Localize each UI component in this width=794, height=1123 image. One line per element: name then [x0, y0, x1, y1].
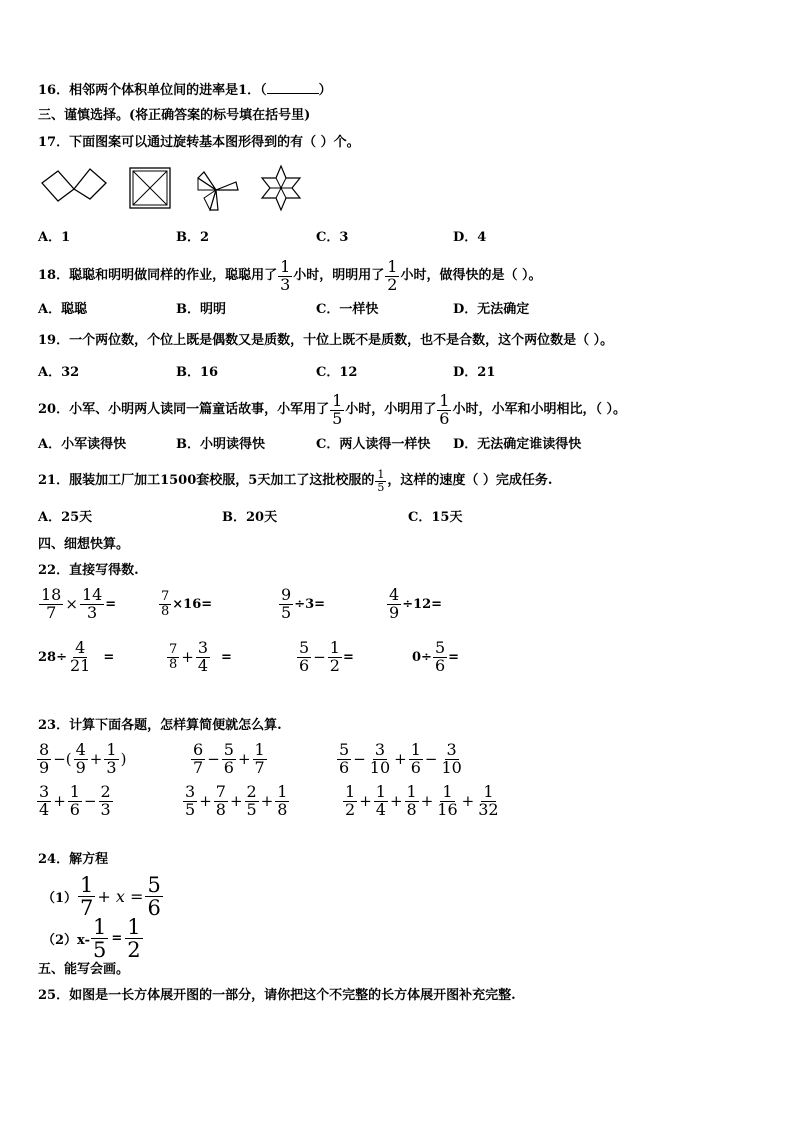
- q17-option-b: B．2: [176, 230, 210, 245]
- q22-expr-5: 28÷ $\frac{4}{21}$ =: [38, 638, 115, 675]
- fraction: $\frac{5}{6}$: [339, 740, 350, 777]
- q23-expr-4: $\frac{3}{4}$ + $\frac{1}{6}$ − $\frac{2}{3}$: [39, 782, 111, 819]
- q20-option-b: B．小明读得快: [176, 437, 265, 452]
- question-25: 25．如图是一长方体展开图的一部分，请你把这个不完整的长方体展开图补充完整.: [38, 988, 516, 1003]
- question-16: 16．相邻两个体积单位间的进率是1．（ ）: [38, 83, 332, 98]
- section-5-heading: 五、能写会画。: [38, 962, 130, 977]
- fraction: $\frac{1}{2}$: [329, 638, 340, 675]
- fraction: $\frac{5}{6}$: [147, 873, 161, 921]
- fraction: $\frac{6}{7}$: [193, 740, 204, 777]
- fraction: $\frac{3}{4}$: [39, 782, 50, 819]
- q23-expr-2: $\frac{6}{7}$ − $\frac{5}{6}$ + $\frac{1}{7}$: [193, 740, 265, 777]
- q18-option-a: A．聪聪: [38, 302, 88, 317]
- q22-expr-6: $\frac{7}{8}$ + $\frac{3}{4}$ =: [169, 638, 232, 675]
- fig-two-squares-icon: [40, 165, 108, 207]
- fraction: $\frac{1}{6}$: [69, 782, 80, 819]
- fraction: $\frac{3}{5}$: [185, 782, 196, 819]
- fraction: $\frac{1}{7}$: [80, 873, 94, 921]
- q21-option-c: C．15天: [408, 510, 463, 525]
- q20-option-a: A．小军读得快: [38, 437, 127, 452]
- section-3-heading: 三、谨慎选择。(将正确答案的标号填在括号里): [38, 108, 311, 123]
- q23-expr-6: $\frac{1}{2}$ + $\frac{1}{4}$ + $\frac{1}{8}$ + $\frac{1}{16}$ + $\frac{1}{32}$: [345, 782, 499, 819]
- fraction: $\frac{9}{5}$: [281, 585, 292, 622]
- fraction: $\frac{1}{6}$: [439, 390, 450, 428]
- q24-equation-1: （1） $\frac{1}{7}$ + x = $\frac{5}{6}$: [42, 873, 161, 921]
- fig-star-icon: [258, 164, 304, 212]
- fraction: $\frac{5}{6}$: [434, 638, 446, 675]
- q17-option-a: A．1: [38, 230, 71, 245]
- fig-square-x-icon: [128, 166, 172, 210]
- fraction: $\frac{7}{8}$: [169, 642, 178, 672]
- fraction: $\frac{1}{3}$: [280, 256, 291, 294]
- q19-option-c: C．12: [316, 365, 358, 380]
- fraction: $\frac{1}{5}$: [332, 390, 343, 428]
- fraction: $\frac{8}{9}$: [39, 740, 50, 777]
- question-22: 22．直接写得数.: [38, 563, 139, 578]
- fraction: $\frac{5}{6}$: [299, 638, 310, 675]
- question-24: 24．解方程: [38, 852, 109, 867]
- fraction: $\frac{1}{2}$: [387, 256, 398, 294]
- q20-option-d: D．无法确定谁读得快: [453, 437, 582, 452]
- fraction: $\frac{18}{7}$: [41, 585, 62, 622]
- fraction: $\frac{7}{8}$: [161, 589, 170, 619]
- q19-option-b: B．16: [176, 365, 219, 380]
- fraction: $\frac{1}{3}$: [106, 740, 117, 777]
- q22-expr-3: $\frac{9}{5}$ ÷3=: [281, 585, 326, 622]
- fraction: $\frac{1}{16}$: [437, 782, 458, 819]
- q21-option-b: B．20天: [222, 510, 278, 525]
- q18-option-c: C．一样快: [316, 302, 379, 317]
- question-23: 23．计算下面各题，怎样算简便就怎么算.: [38, 718, 282, 733]
- q19-option-d: D．21: [453, 365, 496, 380]
- fraction: $\frac{1}{4}$: [375, 782, 386, 819]
- question-21: 21．服装加工厂加工1500套校服，5天加工了这批校服的 $\frac{1}{5}$ ，这样的速度（ ）完成任务.: [38, 467, 553, 494]
- q23-expr-3: $\frac{5}{6}$ − $\frac{3}{10}$ + $\frac{1}{6}$ − $\frac{3}{10}$: [339, 740, 462, 777]
- question-20: 20．小军、小明两人读同一篇童话故事，小军用了 $\frac{1}{5}$ 小时，小明用了 $\frac{1}{6}$ 小时，小军和小明相比，（ ）。: [38, 390, 627, 428]
- question-19: 19．一个两位数，个位上既是偶数又是质数，十位上既不是质数，也不是合数，这个两位数是（ ）。: [38, 333, 614, 348]
- q18-option-b: B．明明: [176, 302, 226, 317]
- q20-option-c: C．两人读得一样快: [316, 437, 431, 452]
- fraction: $\frac{1}{32}$: [478, 782, 499, 819]
- fraction: $\frac{4}{9}$: [389, 585, 400, 622]
- fraction: $\frac{2}{3}$: [100, 782, 111, 819]
- fraction: $\frac{1}{5}$: [92, 915, 107, 963]
- q22-expr-1: $\frac{18}{7}$ × $\frac{14}{3}$ =: [41, 585, 117, 622]
- fraction: $\frac{5}{6}$: [223, 740, 234, 777]
- fraction: $\frac{1}{6}$: [410, 740, 421, 777]
- q22-expr-8: 0÷ $\frac{5}{6}$ =: [412, 638, 460, 675]
- fraction: $\frac{3}{4}$: [197, 638, 209, 675]
- q19-option-a: A．32: [38, 365, 80, 380]
- q21-option-a: A．25天: [38, 510, 93, 525]
- fraction: $\frac{3}{10}$: [441, 740, 462, 777]
- fraction: $\frac{3}{10}$: [369, 740, 391, 777]
- q23-expr-5: $\frac{3}{5}$ + $\frac{7}{8}$ + $\frac{2}{5}$ + $\frac{1}{8}$: [185, 782, 288, 819]
- q17-option-d: D．4: [453, 230, 487, 245]
- fraction: $\frac{14}{3}$: [81, 585, 103, 622]
- fraction: $\frac{1}{5}$: [377, 467, 385, 494]
- fraction: $\frac{7}{8}$: [215, 782, 226, 819]
- fig-pinwheel-icon: [192, 168, 244, 214]
- fraction: $\frac{1}{2}$: [127, 915, 141, 963]
- fraction: $\frac{4}{9}$: [75, 740, 86, 777]
- answer-blank: [267, 82, 319, 94]
- fraction: $\frac{2}{5}$: [246, 782, 257, 819]
- q23-expr-1: $\frac{8}{9}$ −( $\frac{4}{9}$ + $\frac{1}{3}$ ): [39, 740, 127, 777]
- section-4-heading: 四、细想快算。: [38, 537, 130, 552]
- fraction: $\frac{1}{8}$: [277, 782, 288, 819]
- fraction: $\frac{1}{8}$: [406, 782, 417, 819]
- q22-expr-2: $\frac{7}{8}$ ×16=: [161, 589, 213, 619]
- q22-expr-7: $\frac{5}{6}$ − $\frac{1}{2}$ =: [299, 638, 354, 675]
- q18-option-d: D．无法确定: [453, 302, 530, 317]
- fraction: $\frac{1}{7}$: [254, 740, 265, 777]
- q24-equation-2: （2）x- $\frac{1}{5}$ = $\frac{1}{2}$: [42, 915, 141, 963]
- q17-option-c: C．3: [316, 230, 349, 245]
- question-18: 18．聪聪和明明做同样的作业，聪聪用了 $\frac{1}{3}$ 小时，明明用了 $\frac{1}{2}$ 小时，做得快的是（ ）。: [38, 256, 542, 294]
- fraction: $\frac{1}{2}$: [345, 782, 356, 819]
- question-17: 17．下面图案可以通过旋转基本图形得到的有（ ）个。: [38, 135, 360, 150]
- fraction: $\frac{4}{21}$: [69, 638, 91, 675]
- q22-expr-4: $\frac{4}{9}$ ÷12=: [389, 585, 443, 622]
